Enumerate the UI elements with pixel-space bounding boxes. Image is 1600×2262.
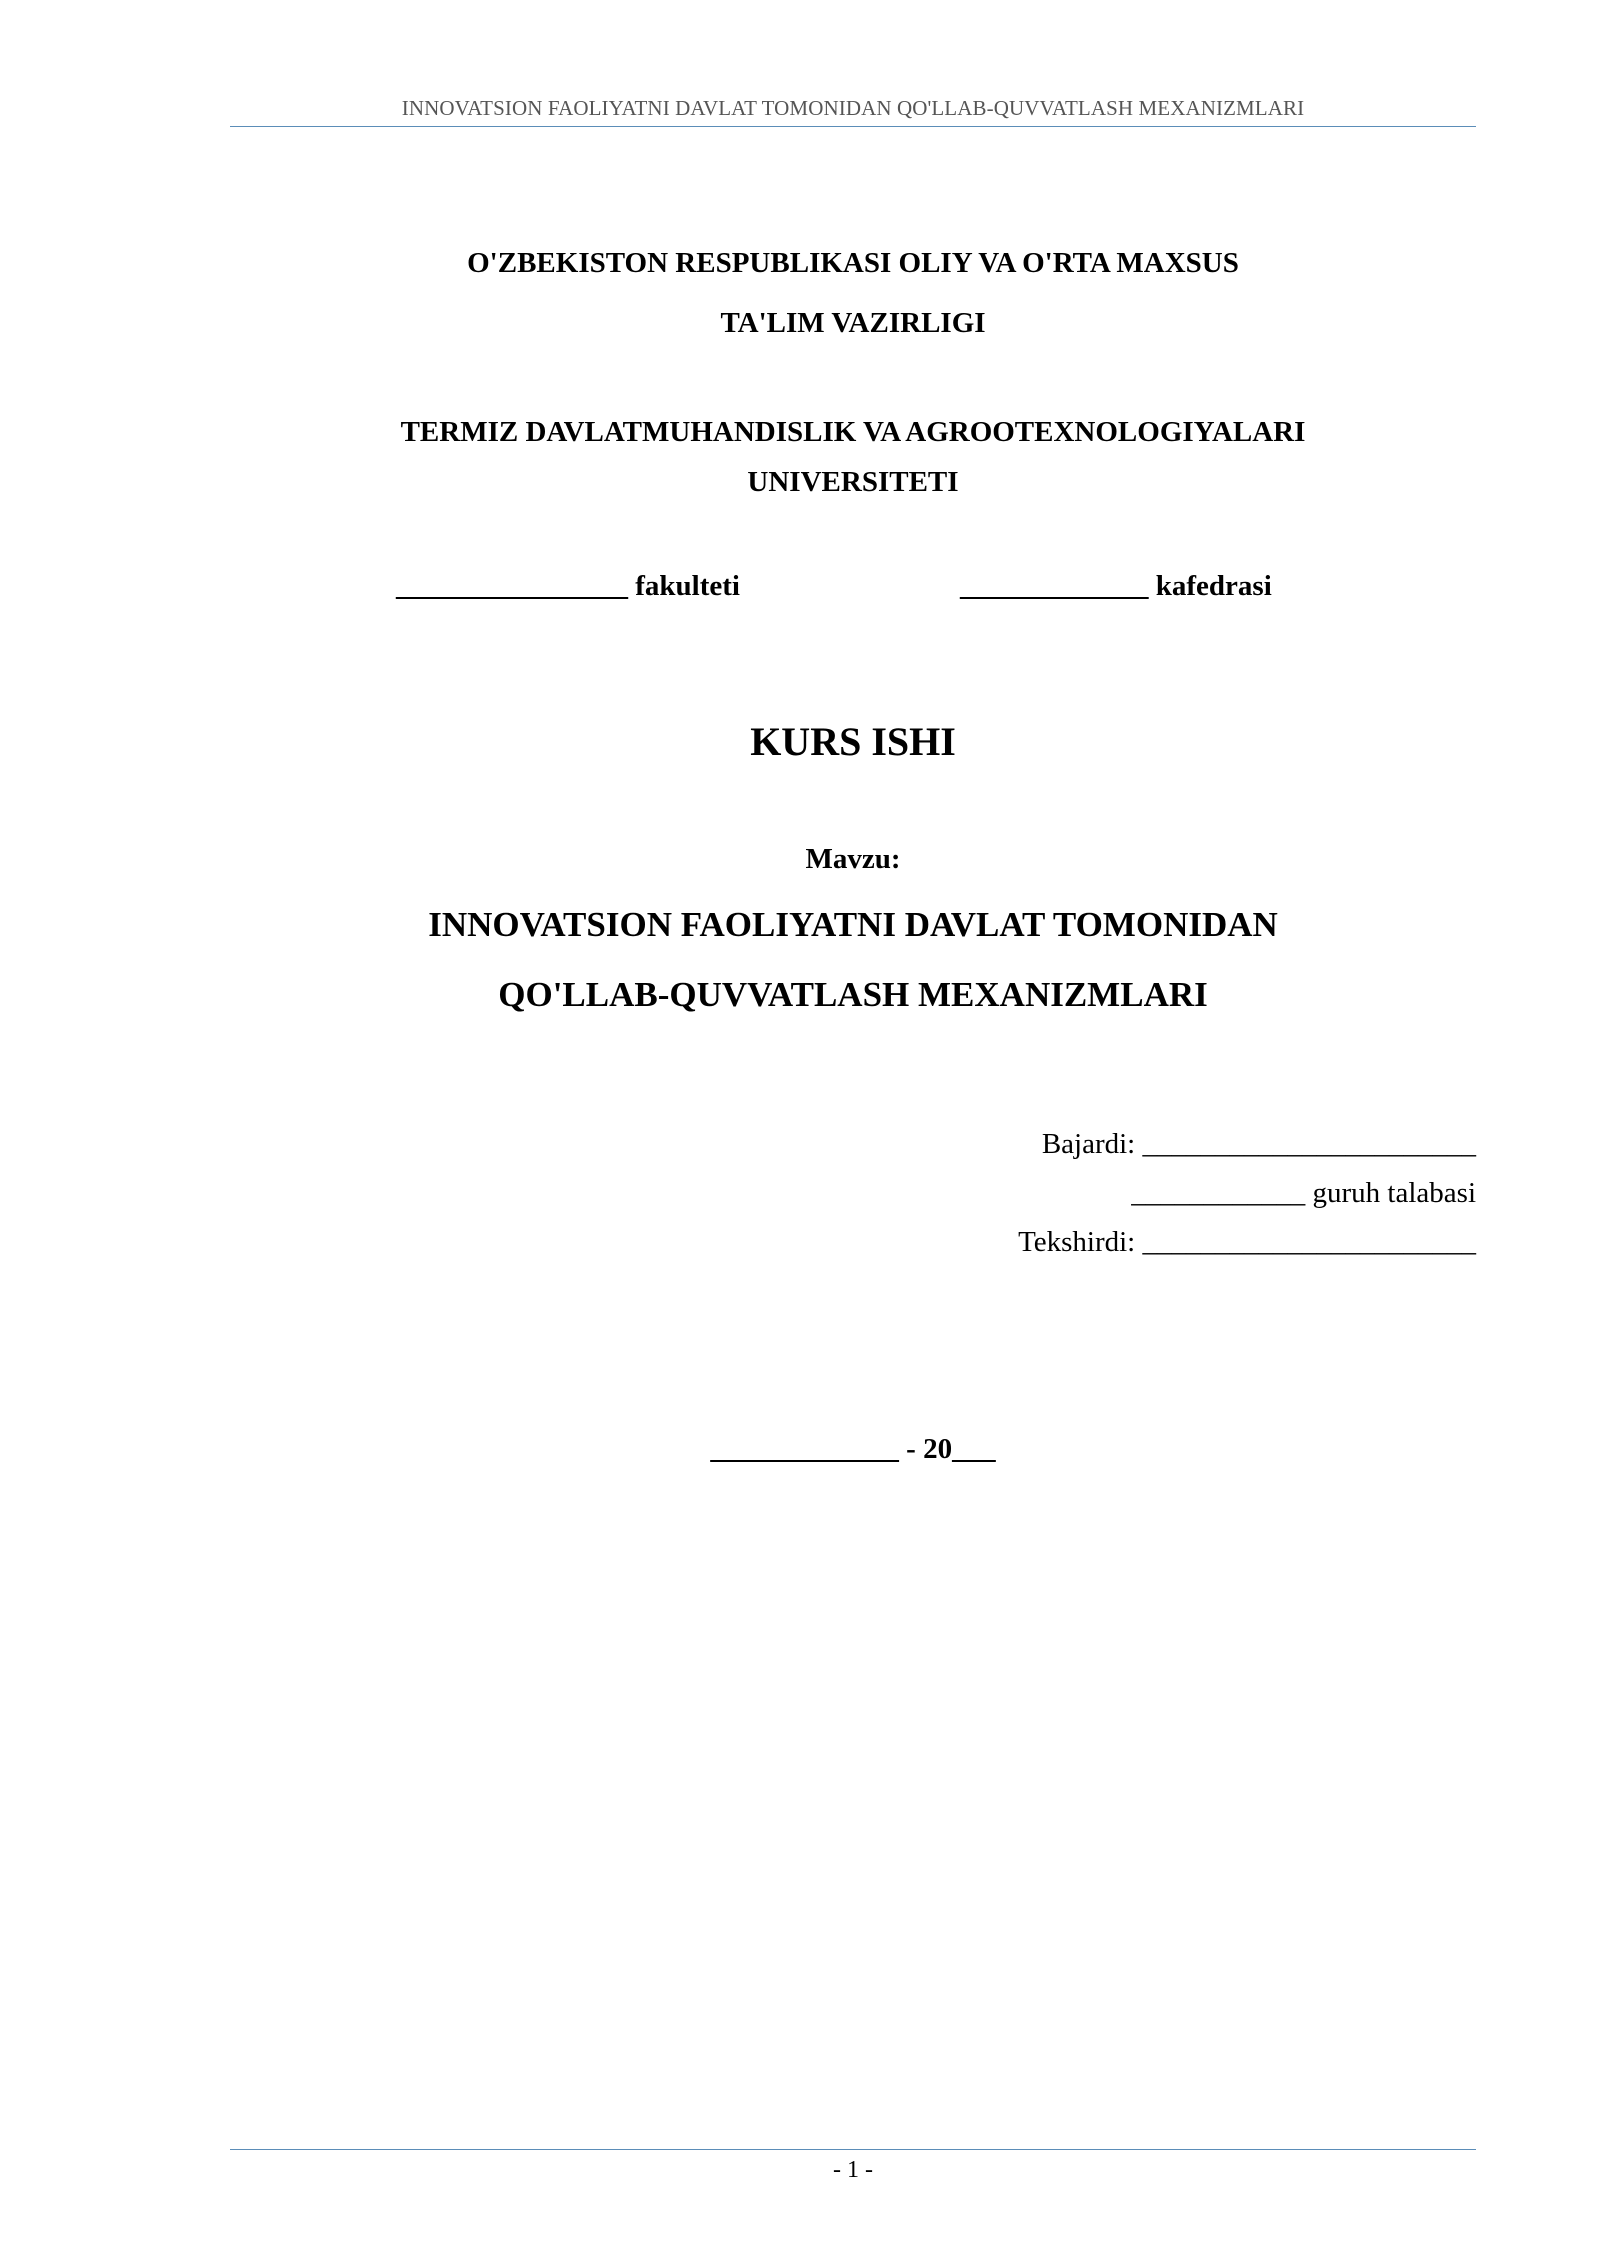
ministry-line-2: TA'LIM VAZIRLIGI	[720, 307, 986, 339]
topic-label: Mavzu:	[805, 843, 901, 875]
university-line-1: TERMIZ DAVLATMUHANDISLIK VA AGROOTEXNOLOGIYALARI	[400, 416, 1306, 448]
header-divider	[230, 126, 1476, 127]
work-type-title: KURS ISHI	[750, 719, 956, 764]
department-field: _____________ kafedrasi	[960, 570, 1272, 602]
topic-title-line-2: QO'LLAB-QUVVATLASH MEXANIZMLARI	[498, 975, 1208, 1014]
running-header: INNOVATSION FAOLIYATNI DAVLAT TOMONIDAN QO'LLAB-QUVVATLASH MEXANIZMLARI	[401, 96, 1305, 120]
ministry-line-1: O'ZBEKISTON RESPUBLIKASI OLIY VA O'RTA MAXSUS	[467, 247, 1239, 279]
signature-block	[1018, 1120, 1476, 1267]
city-year-line: _____________ - 20___	[710, 1433, 996, 1465]
footer-divider	[230, 2149, 1476, 2150]
page-number: - 1 -	[833, 2157, 873, 2183]
group-student-line: ____________ guruh talabasi	[1131, 1177, 1476, 1209]
performed-by-line: Bajardi: _______________________	[1041, 1128, 1476, 1160]
faculty-field: ________________ fakulteti	[396, 570, 740, 602]
checked-by-line: Tekshirdi: _______________________	[1018, 1226, 1476, 1258]
topic-title-line-1: INNOVATSION FAOLIYATNI DAVLAT TOMONIDAN	[428, 905, 1278, 944]
university-line-2: UNIVERSITETI	[747, 466, 959, 498]
